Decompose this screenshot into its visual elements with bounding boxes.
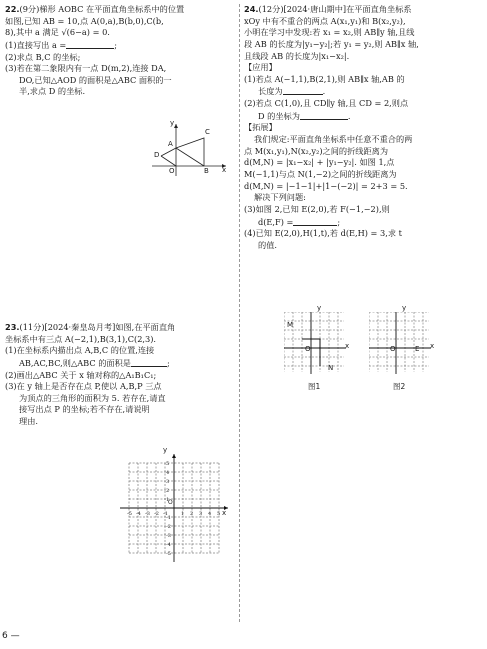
left-column [5,4,235,98]
y-tick-label: -4 [166,542,171,548]
x-tick-label: -5 [127,511,132,517]
q24-fig1-point-M: M [287,321,294,329]
q23-part1-2: AB,AC,BC,则△ABC 的面积是 [19,357,131,368]
q24-fig2-y-label: y [402,304,407,312]
q24-extend-1: 我们规定:平面直角坐标系中任意不重合的两 [254,134,413,145]
q24-extend-4: M(−1,1)与点 N(1,−2)之间的折线距离为 [244,168,397,179]
q24-apply-heading: 【应用】 [244,62,277,73]
q23-number: 23. [5,322,20,332]
q22-diagram [148,120,228,178]
q24-fig2-svg [369,312,433,376]
y-tick-label: 2 [166,488,170,494]
q23-y-label: y [163,446,168,454]
q23-part3-3: 接写出点 P 的坐标;若不存在,请说明 [19,404,150,415]
q23-x-label: x [222,509,227,517]
q23-part1-end: ; [166,357,170,368]
q22-point-B: B [204,167,209,175]
q24-solve-heading: 解决下列问题: [254,192,306,203]
q24-fig1-y-label: y [317,304,322,312]
y-tick-label: 1 [166,497,170,503]
q24-answer-blank-3[interactable] [293,216,337,226]
q24-fig1-caption: 图1 [308,382,321,391]
q24-extend-2: 点 M(x₁,y₁),N(x₂,y₂)之间的折线距离为 [244,145,389,156]
q23-part3-2: 为顶点的三角形的面积为 5. 若存在,请直 [19,392,166,403]
x-tick-label: 4 [208,511,212,517]
q24-apply-2-end: . [347,110,351,121]
q24-apply-1-end: . [322,86,326,97]
q23-grid-svg [118,452,230,564]
q24-apply-1-2: 长度为 [258,86,283,97]
q22-part3-1: (3)若在第二象限内有一点 D(m,2),连接 DA, [5,63,167,74]
q22-figure [148,120,228,178]
q22-stem-1: 梯形 AOBC 在平面直角坐标系中的位置 [39,4,185,14]
column-divider [239,4,240,622]
q24-apply-2-2: D 的坐标为 [258,110,300,121]
q22-x-label: x [222,166,227,174]
q24-extend-3: d(M,N) = |x₁−x₂| + |y₁−y₂|. 如图 1,点 [244,157,395,168]
y-tick-label: -1 [166,515,171,521]
q23-answer-blank-1[interactable] [131,357,167,367]
q24-stem-1: 在平面直角坐标系 [346,4,412,14]
q24-fig1-x-label: x [345,342,350,350]
q23-part3-1: (3)在 y 轴上是否存在点 P,使以 A,B,P 三点 [5,381,162,392]
q22-point-D: D [154,151,160,159]
q24-source: [2024·唐山期中] [283,4,347,14]
x-tick-label: -3 [145,511,150,517]
q22-part3-2: DO,已知△AOD 的面积是△ABC 面积的一 [19,74,172,85]
q23-coordinate-grid [118,446,230,564]
y-tick-label: 3 [166,479,170,485]
q23-stem-1: 如图,在平面直角 [115,322,176,332]
q23-part3-4: 理由. [19,416,38,427]
q22-score: (9分) [19,4,40,14]
q24-stem-3: 小明在学习中发现:若 x₁ = x₂,则 AB∥y 轴,且线 [244,27,415,38]
q24-score: (12分) [258,4,284,14]
y-tick-label: 5 [166,461,170,467]
q23-origin: O [168,499,173,506]
q24-part3-end: ; [337,216,341,227]
q23-stem-2: 坐标系中有三点 A(−2,1),B(3,1),C(2,3). [5,333,157,344]
y-tick-label: -2 [166,524,171,530]
y-tick-label: -3 [166,533,171,539]
q24-part4-1: (4)已知 E(2,0),H(1,t),若 d(E,H) = 3,求 t [244,228,402,239]
q22-part2: (2)求点 B,C 的坐标; [5,51,81,62]
q22-part3-3: 半,求点 D 的坐标. [19,86,86,97]
q22-y-label: y [170,119,175,127]
q24-part4-2: 的值. [258,239,277,250]
x-tick-label: -1 [163,511,168,517]
q24-answer-blank-1[interactable] [283,85,323,95]
q24-apply-1-1: (1)若点 A(−1,1),B(2,1),则 AB∥x 轴,AB 的 [244,73,405,84]
q22-origin: O [169,167,175,175]
q22-stem-3: 8),其中 a 满足 √(6−a) = 0. [5,27,110,38]
x-tick-label: -2 [154,511,159,517]
q24-fig2-point-E: E [415,345,420,353]
page-number: 6 — [2,631,20,641]
q23-score: (11分) [19,322,45,332]
y-tick-label: 4 [166,470,170,476]
x-tick-label: -4 [136,511,141,517]
q22-number: 22. [5,4,20,14]
question-24 [244,4,480,251]
q24-fig1-point-N: N [328,364,334,372]
question-22 [5,4,235,98]
x-tick-label: 5 [217,511,221,517]
q23-part2: (2)画出△ABC 关于 x 轴对称的△A₁B₁C₁; [5,369,157,380]
q24-fig1-svg [284,312,348,376]
q24-stem-4: 段 AB 的长度为|y₁−y₂|;若 y₁ = y₂,则 AB∥x 轴, [244,38,419,49]
q22-answer-blank-1[interactable] [66,39,114,49]
q23-part1-1: (1)在坐标系内描出点 A,B,C 的位置,连接 [5,345,155,356]
q24-answer-blank-2[interactable] [300,110,348,120]
q23-source: [2024·秦皇岛月考] [44,322,116,332]
q24-fig2-x-label: x [430,342,435,350]
q22-part1: (1)直接写出 a = [5,39,67,50]
q24-part3-2: d(E,F) = [258,216,294,227]
y-tick-label: -5 [166,551,171,557]
q24-figure-2 [369,304,435,391]
q24-extend-5: d(M,N) = |−1−1|+|1−(−2)| = 2+3 = 5. [244,180,408,191]
q24-part3-1: (3)如图 2,已知 E(2,0),若 F(−1,−2),则 [244,203,390,214]
q24-apply-2-1: (2)若点 C(1,0),且 CD∥y 轴,且 CD = 2,则点 [244,98,409,109]
q22-point-C: C [205,128,210,136]
q24-stem-5: 且线段 AB 的长度为|x₁−x₂|. [244,50,350,61]
q22-part1-end: ; [114,39,118,50]
x-tick-label: 1 [181,511,185,517]
q24-fig2-origin: O [390,345,396,353]
q24-fig2-caption: 图2 [393,382,406,391]
q24-stem-2: xOy 中有不重合的两点 A(x₁,y₁)和 B(x₂,y₂), [244,15,406,26]
x-tick-label: 2 [190,511,194,517]
q24-fig1-origin: O [305,345,311,353]
q24-figure-1 [284,304,350,391]
q24-extend-heading: 【拓展】 [244,122,277,133]
question-23 [5,322,235,428]
q24-number: 24. [244,4,259,14]
q22-stem-2: 如图,已知 AB = 10,点 A(0,a),B(b,0),C(b, [5,15,164,26]
q22-point-A: A [168,140,173,148]
y-arrow [172,454,176,458]
x-tick-label: 3 [199,511,203,517]
